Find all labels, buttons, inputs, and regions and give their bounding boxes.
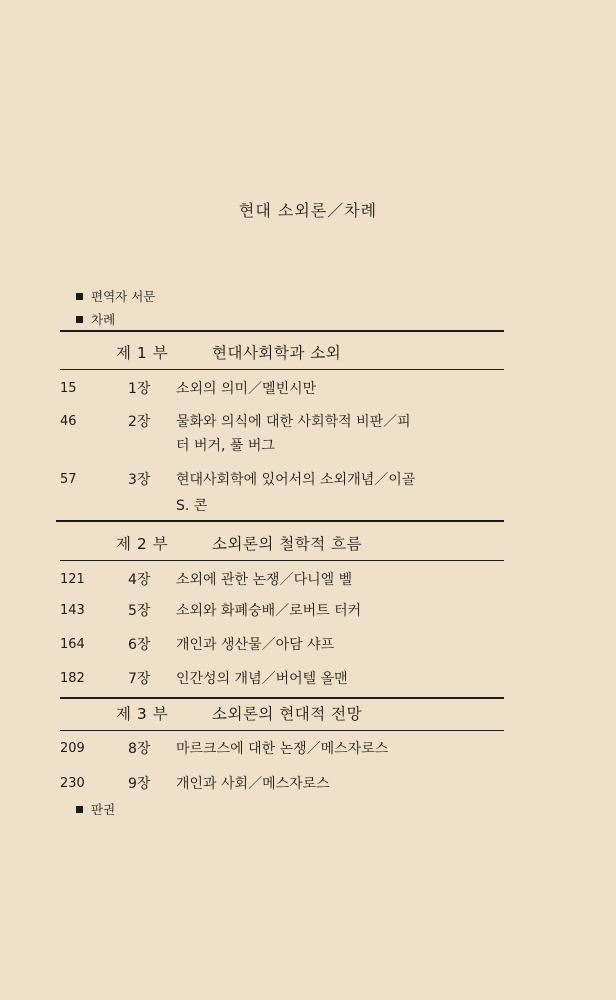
part-label: 제 3 부: [116, 705, 169, 723]
chapter-number: 9장: [128, 776, 151, 792]
front-matter-label: 편역자 서문: [91, 289, 156, 304]
chapter-title: 마르크스에 대한 논쟁／메스자로스: [176, 741, 389, 757]
page-number: 143: [60, 603, 85, 618]
page-number: 164: [60, 637, 85, 652]
divider: [60, 730, 504, 731]
part-label: 제 1 부: [116, 344, 169, 362]
chapter-title: 개인과 사회／메스자로스: [176, 776, 330, 792]
chapter-title: 현대사회학에 있어서의 소외개념／이골: [176, 472, 416, 488]
page-number: 121: [60, 572, 85, 587]
chapter-number: 4장: [128, 572, 151, 588]
page-number: 230: [60, 776, 85, 791]
chapter-number: 2장: [128, 414, 151, 430]
page-title: 현대 소외론／차례: [238, 201, 378, 220]
front-matter-label: 차례: [91, 312, 116, 327]
square-bullet-icon: [76, 806, 83, 813]
part-heading-3: [116, 702, 362, 724]
square-bullet-icon: [76, 293, 83, 300]
divider: [60, 369, 504, 370]
page-number: 57: [60, 472, 77, 487]
chapter-title: 물화와 의식에 대한 사회학적 비판／피: [176, 414, 411, 430]
square-bullet-icon: [76, 316, 83, 323]
front-matter-item: [76, 287, 155, 305]
back-matter-item: [76, 800, 115, 818]
chapter-number: 5장: [128, 603, 151, 619]
divider: [60, 330, 504, 332]
page-number: 46: [60, 414, 77, 429]
part-title: 소외론의 철학적 흐름: [212, 535, 363, 553]
part-heading-1: [116, 341, 341, 363]
page-number: 209: [60, 741, 85, 756]
part-heading-2: [116, 532, 362, 554]
chapter-title: 인간성의 개념／버어텔 올맨: [176, 671, 348, 687]
chapter-title: 개인과 생산물／아담 샤프: [176, 637, 335, 653]
chapter-number: 7장: [128, 671, 151, 687]
divider: [60, 697, 504, 699]
part-title: 소외론의 현대적 전망: [212, 705, 363, 723]
chapter-title: 소외와 화폐숭배／로버트 터커: [176, 603, 362, 619]
page-number: 182: [60, 671, 85, 686]
chapter-title-continued: 터 버거, 풀 버그: [176, 438, 275, 454]
chapter-number: 3장: [128, 472, 151, 488]
front-matter-item: [76, 310, 115, 328]
page-number: 15: [60, 381, 77, 396]
chapter-number: 6장: [128, 637, 151, 653]
chapter-title-continued: S. 콘: [176, 498, 208, 514]
back-matter-label: 판권: [91, 802, 116, 817]
divider: [56, 520, 504, 522]
chapter-number: 8장: [128, 741, 151, 757]
part-label: 제 2 부: [116, 535, 169, 553]
divider: [60, 560, 504, 561]
chapter-title: 소외에 관한 논쟁／다니엘 벨: [176, 572, 353, 588]
part-title: 현대사회학과 소외: [212, 344, 342, 362]
chapter-title: 소외의 의미／멜빈시만: [176, 381, 317, 397]
chapter-number: 1장: [128, 381, 151, 397]
